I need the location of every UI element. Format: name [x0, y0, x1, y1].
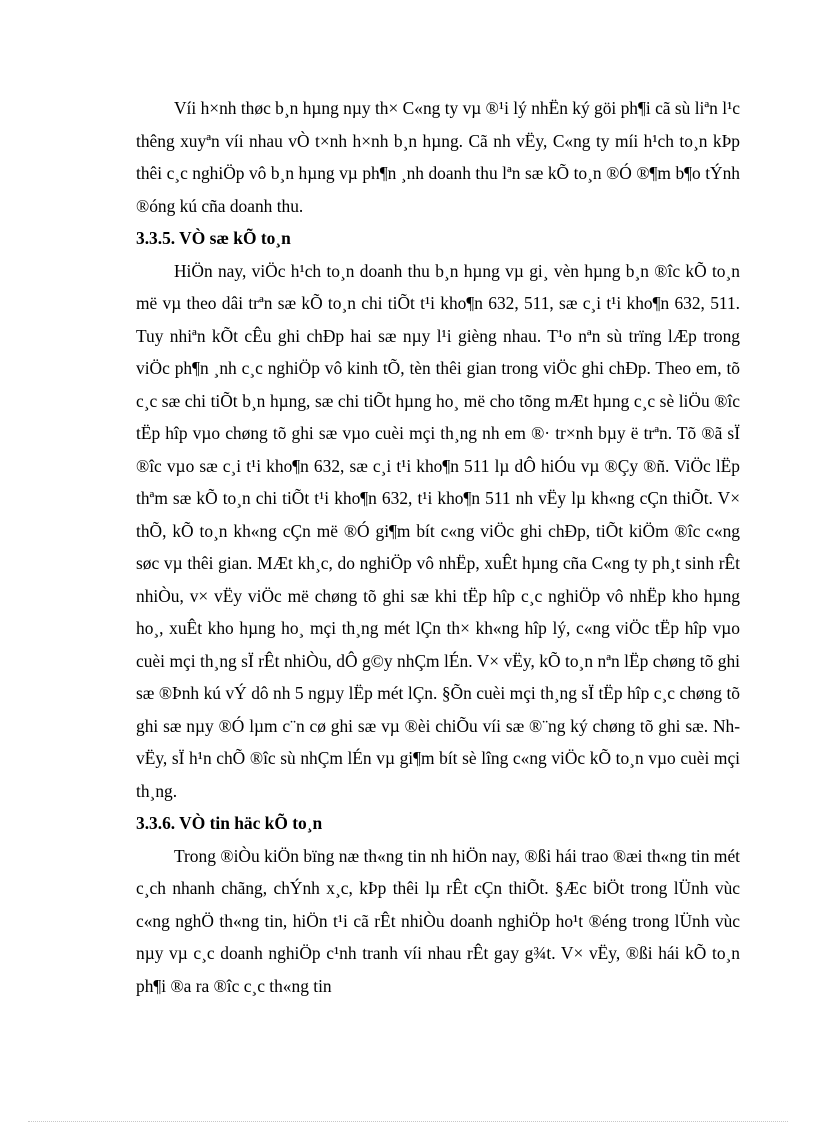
section-heading-3-3-5: 3.3.5. VÒ sæ kÕ to¸n: [136, 228, 291, 248]
paragraph-agent-sales-liaison: Víi h×nh thøc b¸n hµng nµy th× C«ng ty vµ ®¹i lý nhËn ký göi ph¶i cã sù liªn l¹c thêng xuyªn víi nhau vÒ t×nh h×nh b¸n hµng. Cã nh vËy, C«ng ty míi h¹ch to¸n kÞp thêi c¸c nghiÖp vô b¸n hµng vµ ph¶n ¸nh doanh thu lªn sæ kÕ to¸n ®Ó ®¶m b¶o tÝnh ®óng kú cña doanh thu.: [136, 98, 740, 216]
section-heading-3-3-6: 3.3.6. VÒ tin häc kÕ to¸n: [136, 813, 323, 833]
paragraph-accounting-informatics: Trong ®iÒu kiÖn bïng næ th«ng tin nh hiÖn nay, ®ßi hái trao ®æi th«ng tin mét c¸ch nhanh chãng, chÝnh x¸c, kÞp thêi lµ rÊt cÇn thiÕt. §Æc biÖt trong lÜnh vùc c«ng nghÖ th«ng tin, hiÖn t¹i cã rÊt nhiÒu doanh nghiÖp ho¹t ®éng trong lÜnh vùc nµy vµ c¸c doanh nghiÖp c¹nh tranh víi nhau rÊt gay g¾t. V× vËy, ®ßi hái kÕ to¸n ph¶i ®a ra ®îc c¸c th«ng tin: [136, 845, 740, 996]
paragraph-accounting-books: HiÖn nay, viÖc h¹ch to¸n doanh thu b¸n hµng vµ gi¸ vèn hµng b¸n ®îc kÕ to¸n më vµ theo dâi trªn sæ kÕ to¸n chi tiÕt t¹i kho¶n 632, 511, sæ c¸i t¹i kho¶n 632, 511. Tuy nhiªn kÕt cÊu ghi chÐp hai sæ nµy l¹i gièng nhau. T¹o nªn sù trïng lÆp trong viÖc ph¶n ¸nh c¸c nghiÖp vô kinh tÕ, tèn thêi gian trong viÖc ghi chÐp. Theo em, tõ c¸c sæ chi tiÕt b¸n hµng, sæ chi tiÕt hµng ho¸ më cho tõng mÆt hµng c¸c sè liÖu ®îc tËp hîp vµo chøng tõ ghi sæ vµo cuèi mçi th¸ng nh em ®· tr×nh bµy ë trªn. Tõ ®ã sÏ ®îc vµo sæ c¸i t¹i kho¶n 632, sæ c¸i t¹i kho¶n 511 lµ dÔ hiÓu vµ ®Çy ®ñ. ViÖc lËp thªm sæ kÕ to¸n chi tiÕt t¹i kho¶n 632, t¹i kho¶n 511 nh vËy lµ kh«ng cÇn thiÕt. V× thÕ, kÕ to¸n kh«ng cÇn më ®Ó gi¶m bít c«ng viÖc ghi chÐp, tiÕt kiÖm ®îc c«ng søc vµ thêi gian. MÆt kh¸c, do nghiÖp vô nhËp, xuÊt hµng cña C«ng ty ph¸t sinh rÊt nhiÒu, v× vËy viÖc më chøng tõ ghi sæ khi tËp hîp c¸c nghiÖp vô nhËp kho hµng ho¸, xuÊt kho hµng ho¸ mçi th¸ng mét lÇn th× kh«ng hîp lý, c«ng viÖc tËp hîp vµo cuèi mçi th¸ng sÏ rÊt nhiÒu, dÔ g©y nhÇm lÉn. V× vËy, kÕ to¸n nªn lËp chøng tõ ghi sæ ®Þnh kú vÝ dô nh 5 ngµy lËp mét lÇn. §Õn cuèi mçi th¸ng sÏ tËp hîp c¸c chøng tõ ghi sæ nµy ®Ó lµm c¨n cø ghi sæ vµ ®èi chiÕu víi sæ ®¨ng ký chøng tõ ghi sæ. Nh vËy, sÏ h¹n chÕ ®îc sù nhÇm lÉn vµ gi¶m bít sè lîng c«ng viÖc kÕ to¸n vµo cuèi mçi th¸ng.: [136, 260, 740, 801]
page-bottom-divider: [28, 1121, 788, 1122]
document-page: [136, 92, 740, 1002]
